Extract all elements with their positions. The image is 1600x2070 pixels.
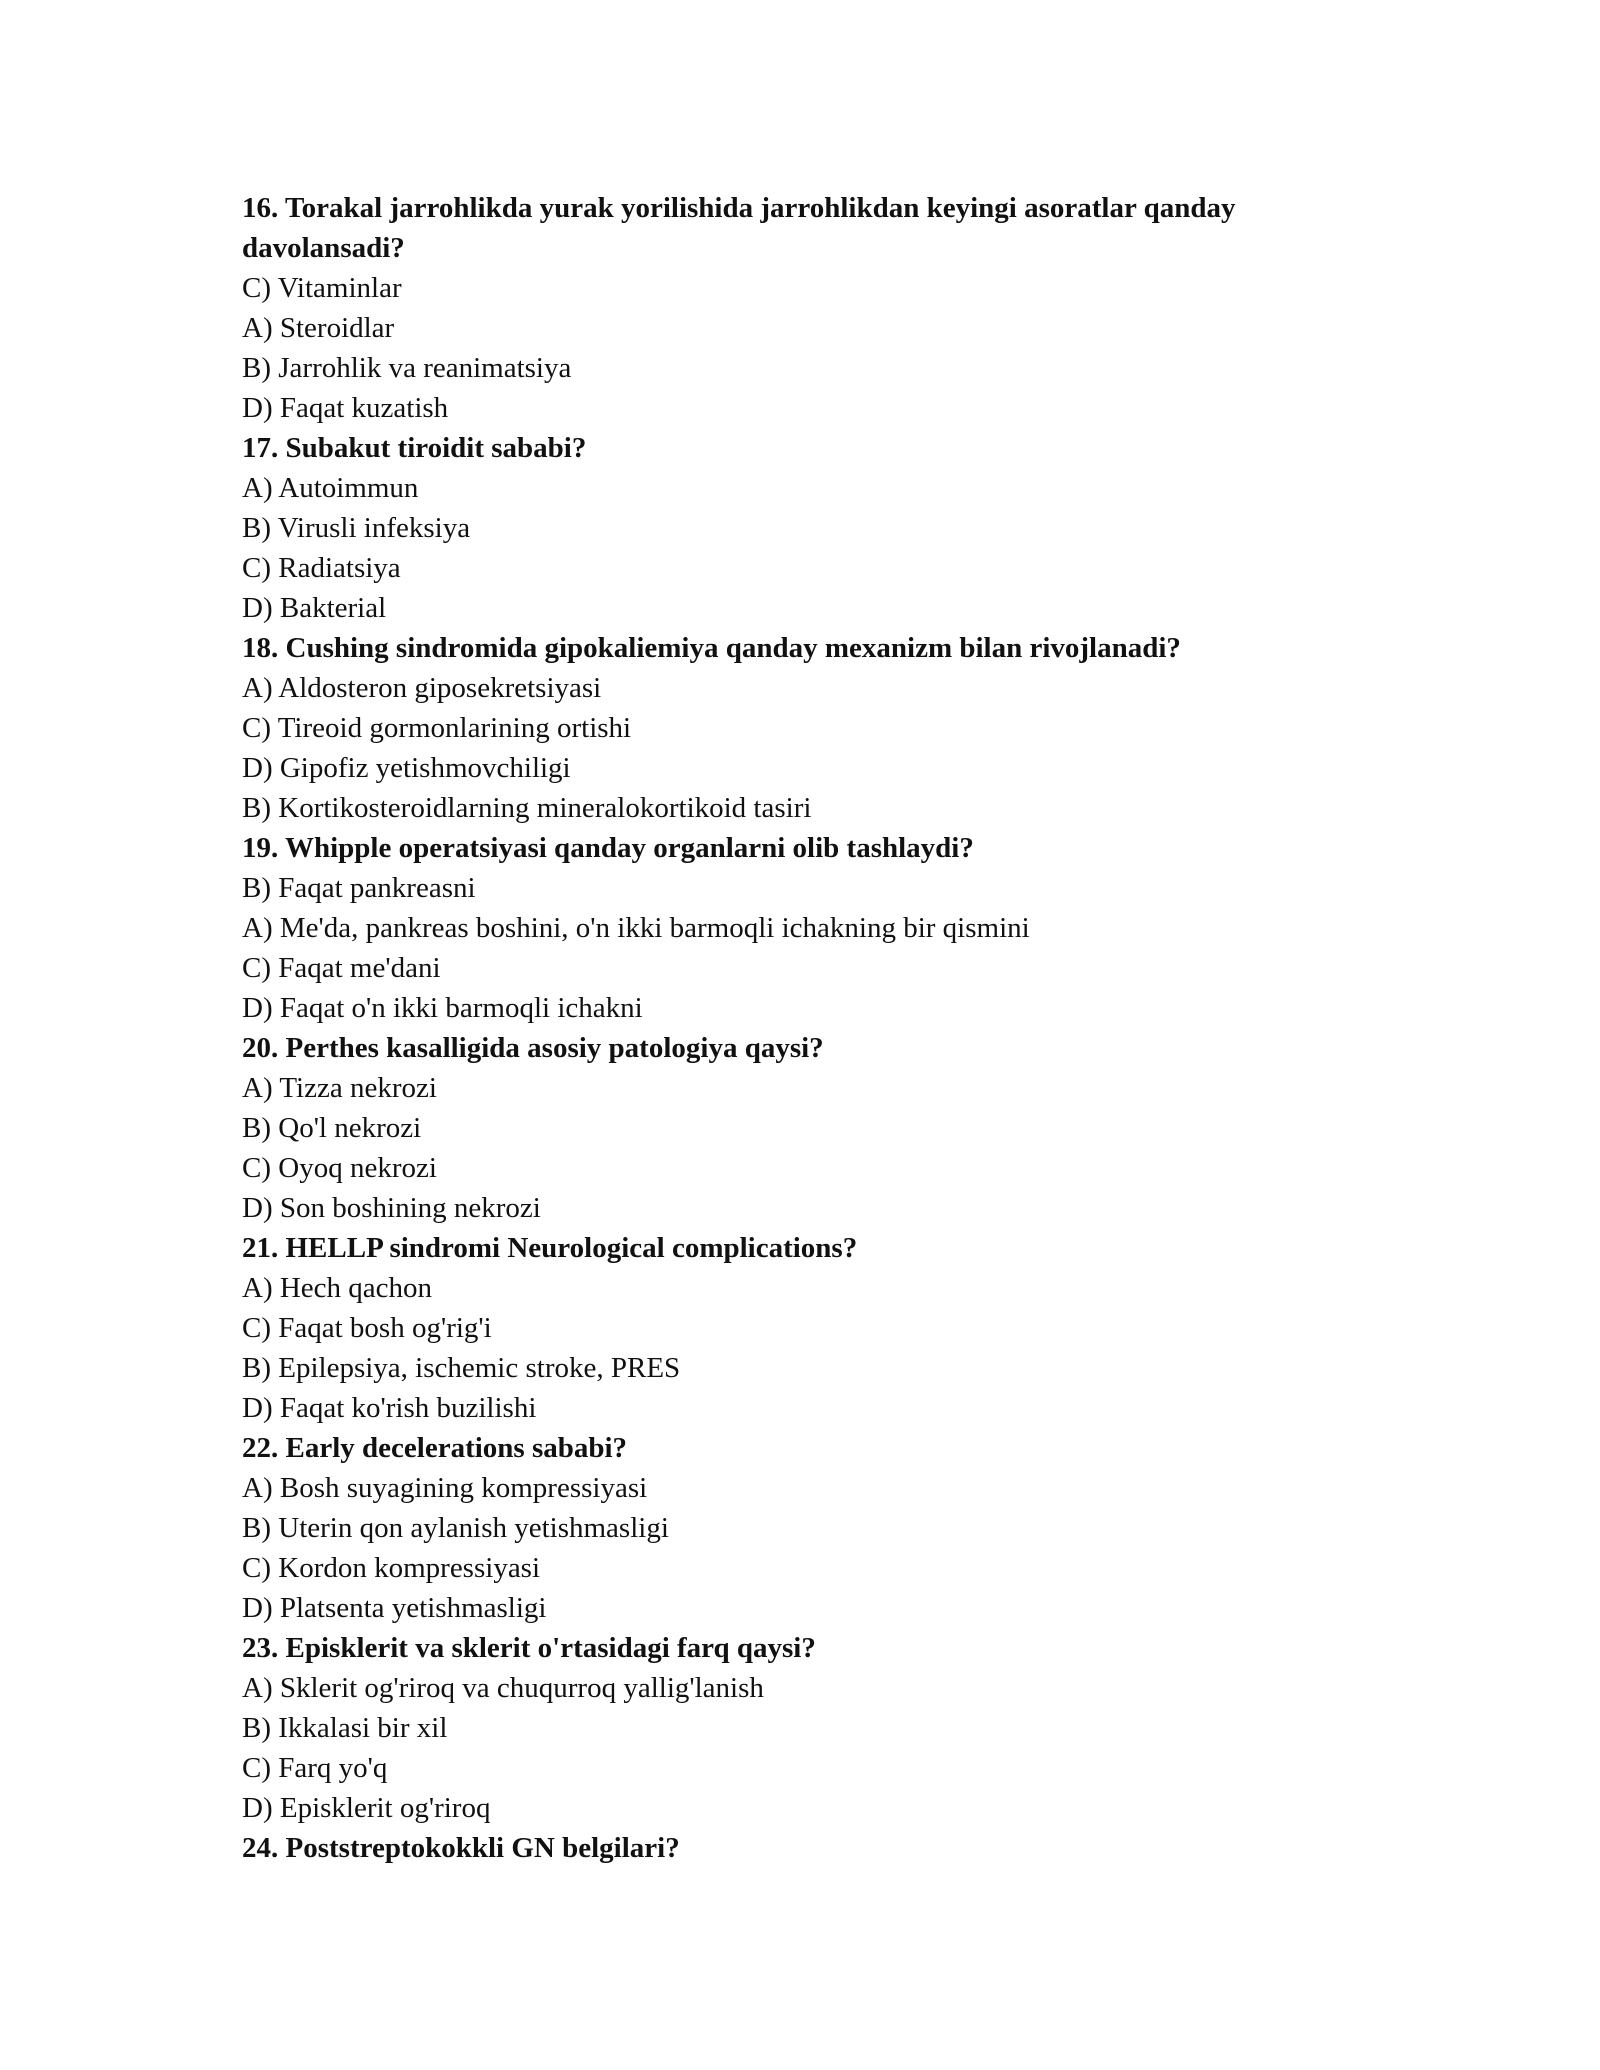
question-16-option: C) Vitaminlar (242, 272, 402, 304)
question-list (242, 188, 1362, 1868)
question-21-option: C) Faqat bosh og'rig'i (242, 1312, 492, 1344)
question-16-option: A) Steroidlar (242, 312, 395, 344)
question-22-option: A) Bosh suyagining kompressiyasi (242, 1472, 648, 1504)
question-23: 23. Episklerit va sklerit o'rtasidagi farq qaysi? (242, 1632, 816, 1664)
question-20-option: D) Son boshining nekrozi (242, 1192, 541, 1224)
question-17-option: C) Radiatsiya (242, 552, 401, 584)
question-18: 18. Cushing sindromida gipokaliemiya qanday mexanizm bilan rivojlanadi? (242, 632, 1181, 664)
question-21-option: D) Faqat ko'rish buzilishi (242, 1392, 537, 1424)
question-21-option: A) Hech qachon (242, 1272, 433, 1304)
question-17-option: A) Autoimmun (242, 472, 419, 504)
question-20-option: B) Qo'l nekrozi (242, 1112, 422, 1144)
question-21: 21. HELLP sindromi Neurological complications? (242, 1232, 858, 1264)
question-16-option: B) Jarrohlik va reanimatsiya (242, 352, 572, 384)
question-17-option: D) Bakterial (242, 592, 387, 624)
question-24: 24. Poststreptokokkli GN belgilari? (242, 1832, 680, 1864)
question-16: 16. Torakal jarrohlikda yurak yorilishida jarrohlikdan keyingi asoratlar qanday davolansadi? (242, 192, 1243, 264)
question-23-option: A) Sklerit og'riroq va chuqurroq yallig'lanish (242, 1672, 764, 1704)
question-23-option: D) Episklerit og'riroq (242, 1792, 491, 1824)
question-23-option: B) Ikkalasi bir xil (242, 1712, 448, 1744)
question-18-option: D) Gipofiz yetishmovchiligi (242, 752, 571, 784)
question-16-option: D) Faqat kuzatish (242, 392, 449, 424)
question-19-option: C) Faqat me'dani (242, 952, 441, 984)
question-17-option: B) Virusli infeksiya (242, 512, 471, 544)
question-20: 20. Perthes kasalligida asosiy patologiya qaysi? (242, 1032, 824, 1064)
question-22-option: D) Platsenta yetishmasligi (242, 1592, 547, 1624)
question-23-option: C) Farq yo'q (242, 1752, 388, 1784)
question-19: 19. Whipple operatsiyasi qanday organlarni olib tashlaydi? (242, 832, 974, 864)
question-19-option: A) Me'da, pankreas boshini, o'n ikki barmoqli ichakning bir qismini (242, 912, 1030, 944)
question-18-option: B) Kortikosteroidlarning mineralokortikoid tasiri (242, 792, 812, 824)
question-19-option: B) Faqat pankreasni (242, 872, 476, 904)
question-22-option: C) Kordon kompressiyasi (242, 1552, 541, 1584)
question-20-option: C) Oyoq nekrozi (242, 1152, 437, 1184)
question-17: 17. Subakut tiroidit sababi? (242, 432, 587, 464)
question-19-option: D) Faqat o'n ikki barmoqli ichakni (242, 992, 643, 1024)
question-18-option: A) Aldosteron giposekretsiyasi (242, 672, 602, 704)
question-21-option: B) Epilepsiya, ischemic stroke, PRES (242, 1352, 681, 1384)
question-18-option: C) Tireoid gormonlarining ortishi (242, 712, 632, 744)
question-22: 22. Early decelerations sababi? (242, 1432, 628, 1464)
question-22-option: B) Uterin qon aylanish yetishmasligi (242, 1512, 669, 1544)
question-20-option: A) Tizza nekrozi (242, 1072, 437, 1104)
